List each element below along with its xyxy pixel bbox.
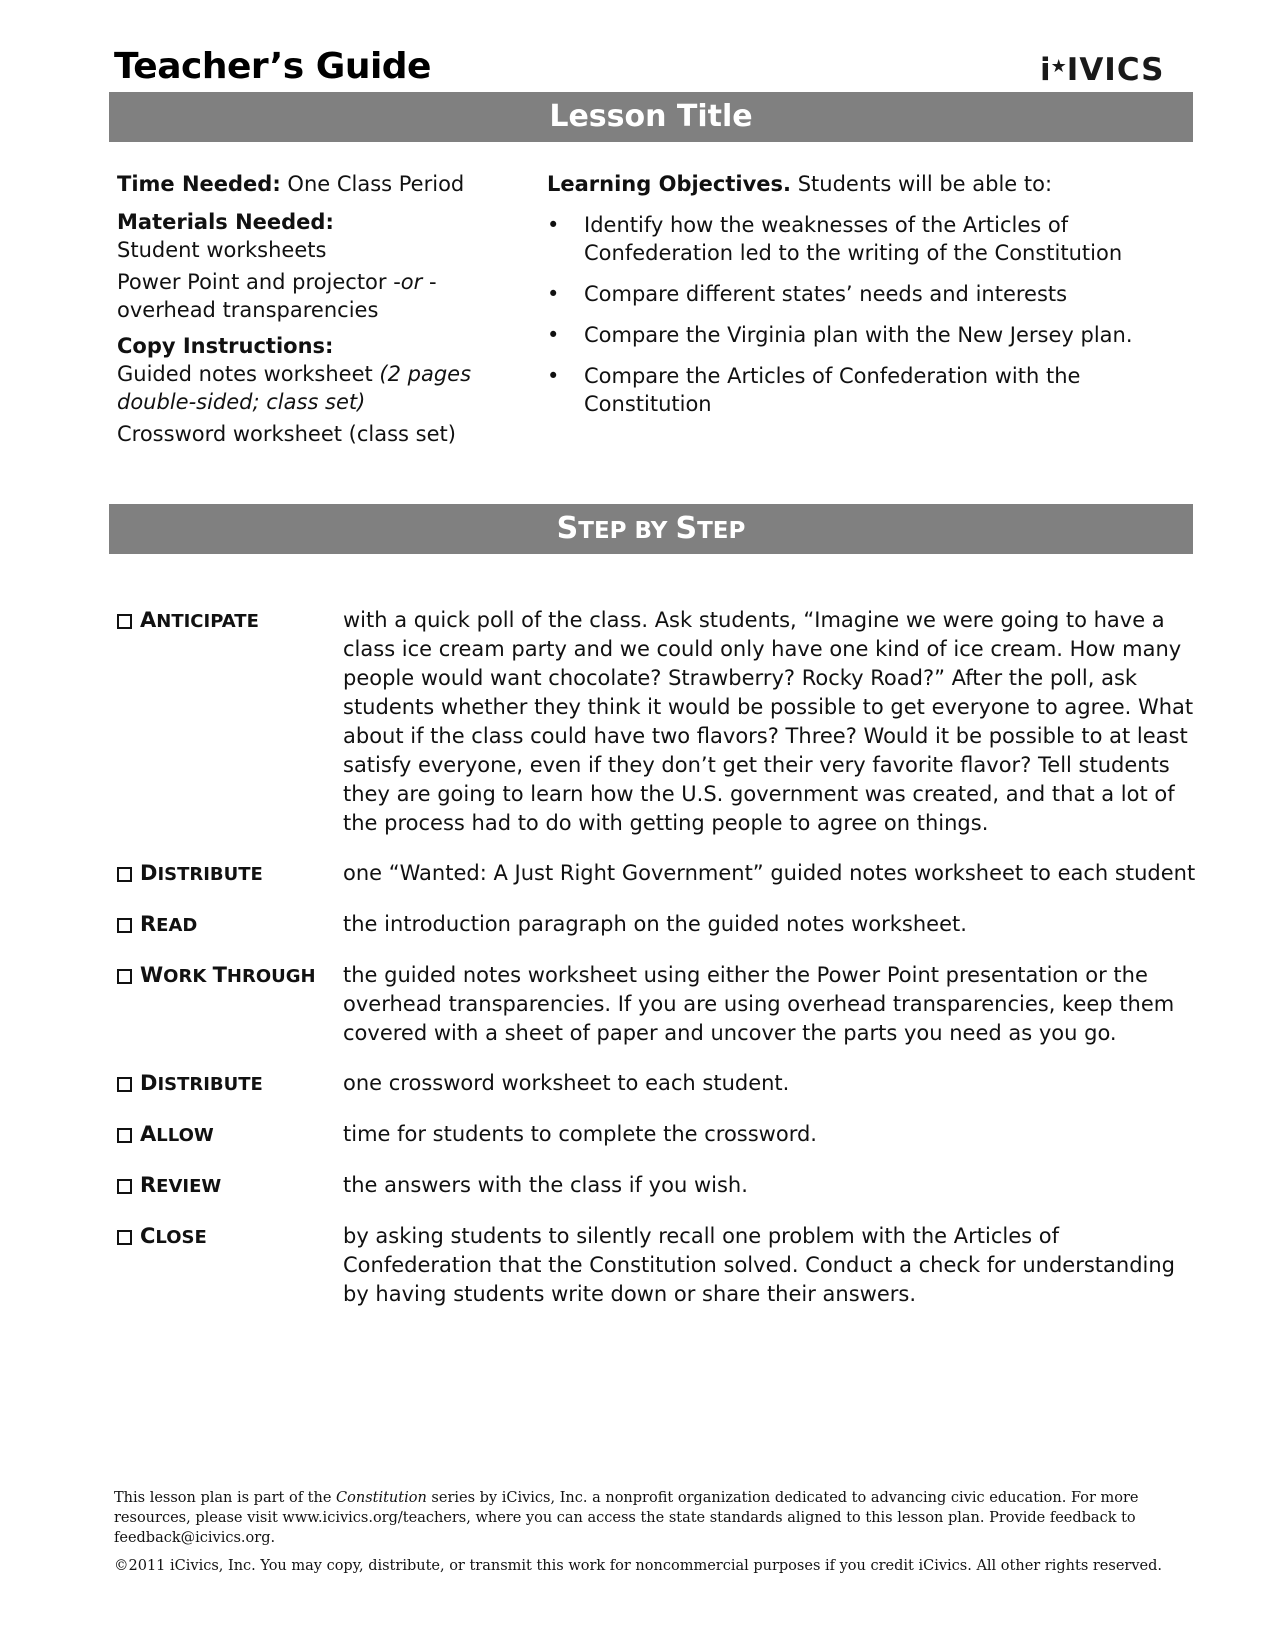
step-label-initial: W [140, 963, 164, 987]
footer-text: This lesson plan is part of the [114, 1490, 337, 1506]
bullet-icon: • [547, 364, 560, 388]
objective-text: Compare different states’ needs and interests [584, 282, 1068, 306]
step-text: the guided notes worksheet using either the Power Point presentation or the overhead transparencies. If you are using overhead transparencies, keep them covered with a sheet of paper and uncover the parts you need as you go. [343, 963, 1175, 1045]
copy-item-text: Guided notes worksheet [117, 362, 380, 386]
footer-note [114, 1488, 1194, 1548]
objectives-heading [547, 170, 1197, 198]
step-label-rest: LOSE [155, 1227, 207, 1248]
step-label-initial: A [140, 608, 157, 632]
step-label-rest: ISTRIBUTE [157, 864, 263, 885]
step-label-rest: NTICIPATE [156, 611, 259, 632]
step-text: one crossword worksheet to each student. [343, 1071, 790, 1095]
footer-text: series by iCivics, Inc. a nonprofit organization dedicated to advancing civic education. For more resources, please visit www.icivics.org/teachers, where you can access the state standards aligned to this lesson plan. Provide feedback to feedback@icivics.org. [114, 1490, 1139, 1546]
logo-i: i [1040, 52, 1052, 88]
step-label-rest: ORK [163, 966, 213, 987]
material-item-or: or [400, 270, 423, 294]
step-label [117, 1120, 343, 1150]
icivics-logo [1040, 52, 1165, 88]
step-label-rest: HROUGH [226, 966, 316, 987]
step-label-initial: C [140, 1224, 156, 1248]
objectives-label: Learning Objectives. [547, 172, 792, 196]
step-text: one “Wanted: A Just Right Government” guided notes worksheet to each student [343, 861, 1196, 885]
lesson-requirements [117, 170, 497, 452]
objective-item [547, 321, 1197, 349]
bullet-icon: • [547, 213, 560, 237]
lesson-title-banner: Lesson Title [109, 92, 1193, 142]
step-label-initial: T [212, 963, 227, 987]
copy-item [117, 360, 497, 416]
materials-label: Materials Needed: [117, 210, 334, 234]
learning-objectives [547, 170, 1197, 418]
step-label-initial: R [140, 912, 157, 936]
step-label-initial: D [140, 861, 158, 885]
step-label [117, 1222, 343, 1309]
time-needed-label: Time Needed: [117, 172, 281, 196]
step-allow [117, 1120, 1197, 1150]
objectives-intro: Students will be able to: [791, 172, 1053, 196]
step-label [117, 606, 343, 838]
bullet-icon: • [547, 282, 560, 306]
step-label [117, 910, 343, 940]
step-label-rest: LLOW [156, 1125, 214, 1146]
star-icon: ★ [1050, 56, 1068, 77]
step-close [117, 1222, 1197, 1309]
checkbox-icon [117, 614, 132, 629]
objective-item [547, 280, 1197, 308]
banner-letter: S [675, 511, 698, 546]
banner-text: TEP [697, 518, 746, 544]
step-text: the introduction paragraph on the guided notes worksheet. [343, 912, 967, 936]
bullet-icon: • [547, 323, 560, 347]
step-distribute [117, 859, 1197, 889]
checkbox-icon [117, 918, 132, 933]
objective-text: Compare the Articles of Confederation with the Constitution [584, 364, 1081, 416]
copy-item-note: (2 pages double-sided; class set) [117, 362, 472, 414]
checkbox-icon [117, 969, 132, 984]
step-label [117, 1171, 343, 1201]
step-text: with a quick poll of the class. Ask students, “Imagine we were going to have a class ice cream party and we could only have one kind of ice cream. How many people would want chocolate? Strawberry? Rocky Road?” After the poll, ask students whether they think it would be possible to get everyone to agree. What about if the class could have two flavors? Three? Would it be possible to at least satisfy everyone, even if they don’t get their very favorite flavor? Tell students they are going to learn how the U.S. government was created, and that a lot of the process had to do with getting people to agree on things. [343, 608, 1194, 835]
page-title: Teacher’s Guide [114, 46, 431, 87]
step-label-rest: EAD [156, 915, 198, 936]
step-label [117, 961, 343, 1048]
objective-text: Identify how the weaknesses of the Articles of Confederation led to the writing of the Constitution [584, 213, 1123, 265]
step-text: by asking students to silently recall one problem with the Articles of Confederation that the Constitution solved. Conduct a check for understanding by having students write down or share their answers. [343, 1224, 1176, 1306]
copy-instructions-label: Copy Instructions: [117, 334, 334, 358]
checkbox-icon [117, 1230, 132, 1245]
step-read [117, 910, 1197, 940]
step-anticipate [117, 606, 1197, 838]
checkbox-icon [117, 1128, 132, 1143]
material-item [117, 268, 497, 324]
banner-letter: S [556, 511, 579, 546]
step-label-rest: ISTRIBUTE [157, 1074, 263, 1095]
objective-item [547, 362, 1197, 418]
step-text: time for students to complete the crossword. [343, 1122, 817, 1146]
copyright: ©2011 iCivics, Inc. You may copy, distribute, or transmit this work for noncommercial purposes if you credit iCivics. All other rights reserved. [114, 1558, 1163, 1574]
time-needed-value: One Class Period [280, 172, 465, 196]
step-label [117, 859, 343, 889]
logo-rest: IVICS [1066, 52, 1165, 88]
checkbox-icon [117, 1077, 132, 1092]
footer [114, 1488, 1194, 1576]
step-by-step-banner [109, 504, 1193, 554]
step-list [117, 606, 1197, 1330]
step-label [117, 1069, 343, 1099]
footer-series: Constitution [336, 1490, 427, 1506]
checkbox-icon [117, 1179, 132, 1194]
step-label-initial: D [140, 1071, 158, 1095]
material-item-text: Power Point and projector - [117, 270, 401, 294]
material-item: Student worksheets [117, 238, 327, 262]
step-label-initial: A [140, 1122, 157, 1146]
copy-item: Crossword worksheet (class set) [117, 422, 456, 446]
step-label-initial: R [140, 1173, 157, 1197]
time-needed [117, 170, 497, 198]
step-text: the answers with the class if you wish. [343, 1173, 748, 1197]
material-item-text: - overhead transparencies [117, 270, 437, 322]
step-distribute [117, 1069, 1197, 1099]
objective-item [547, 211, 1197, 267]
step-work-through [117, 961, 1197, 1048]
objective-text: Compare the Virginia plan with the New Jersey plan. [584, 323, 1133, 347]
banner-text: TEP BY [578, 518, 676, 544]
checkbox-icon [117, 867, 132, 882]
step-review [117, 1171, 1197, 1201]
step-label-rest: EVIEW [156, 1176, 222, 1197]
